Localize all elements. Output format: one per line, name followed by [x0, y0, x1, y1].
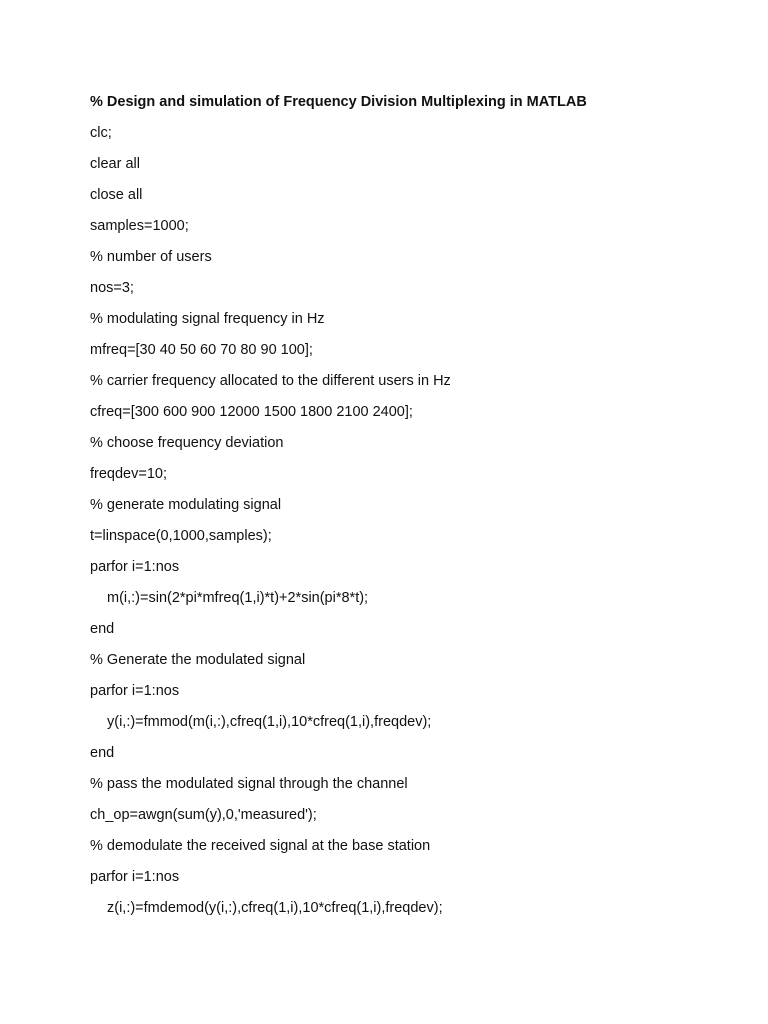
code-line: % number of users: [90, 249, 212, 265]
code-line: parfor i=1:nos: [90, 559, 180, 575]
code-line: % Generate the modulated signal: [90, 652, 306, 668]
code-line: nos=3;: [90, 280, 134, 296]
code-line: close all: [90, 187, 143, 203]
code-line: cfreq=[300 600 900 12000 1500 1800 2100 2400];: [90, 404, 413, 420]
code-line: % carrier frequency allocated to the different users in Hz: [90, 373, 451, 389]
code-line: parfor i=1:nos: [90, 683, 180, 699]
document-title: % Design and simulation of Frequency Division Multiplexing in MATLAB: [90, 94, 587, 110]
code-line: % demodulate the received signal at the base station: [90, 838, 431, 854]
code-line: y(i,:)=fmmod(m(i,:),cfreq(1,i),10*cfreq(1,i),freqdev);: [107, 714, 432, 730]
code-line: clc;: [90, 125, 112, 141]
code-line: % choose frequency deviation: [90, 435, 284, 451]
code-line: clear all: [90, 156, 140, 172]
code-listing: [90, 92, 750, 929]
code-line: t=linspace(0,1000,samples);: [90, 528, 272, 544]
code-line: z(i,:)=fmdemod(y(i,:),cfreq(1,i),10*cfreq(1,i),freqdev);: [107, 900, 443, 916]
code-line: mfreq=[30 40 50 60 70 80 90 100];: [90, 342, 313, 358]
code-line: % pass the modulated signal through the channel: [90, 776, 408, 792]
code-line: freqdev=10;: [90, 466, 167, 482]
code-line: samples=1000;: [90, 218, 189, 234]
code-line: % modulating signal frequency in Hz: [90, 311, 325, 327]
code-line: m(i,:)=sin(2*pi*mfreq(1,i)*t)+2*sin(pi*8*t);: [107, 590, 369, 606]
code-line: end: [90, 745, 115, 761]
code-line: ch_op=awgn(sum(y),0,'measured');: [90, 807, 317, 823]
code-line: parfor i=1:nos: [90, 869, 180, 885]
code-line: % generate modulating signal: [90, 497, 282, 513]
code-line: end: [90, 621, 115, 637]
